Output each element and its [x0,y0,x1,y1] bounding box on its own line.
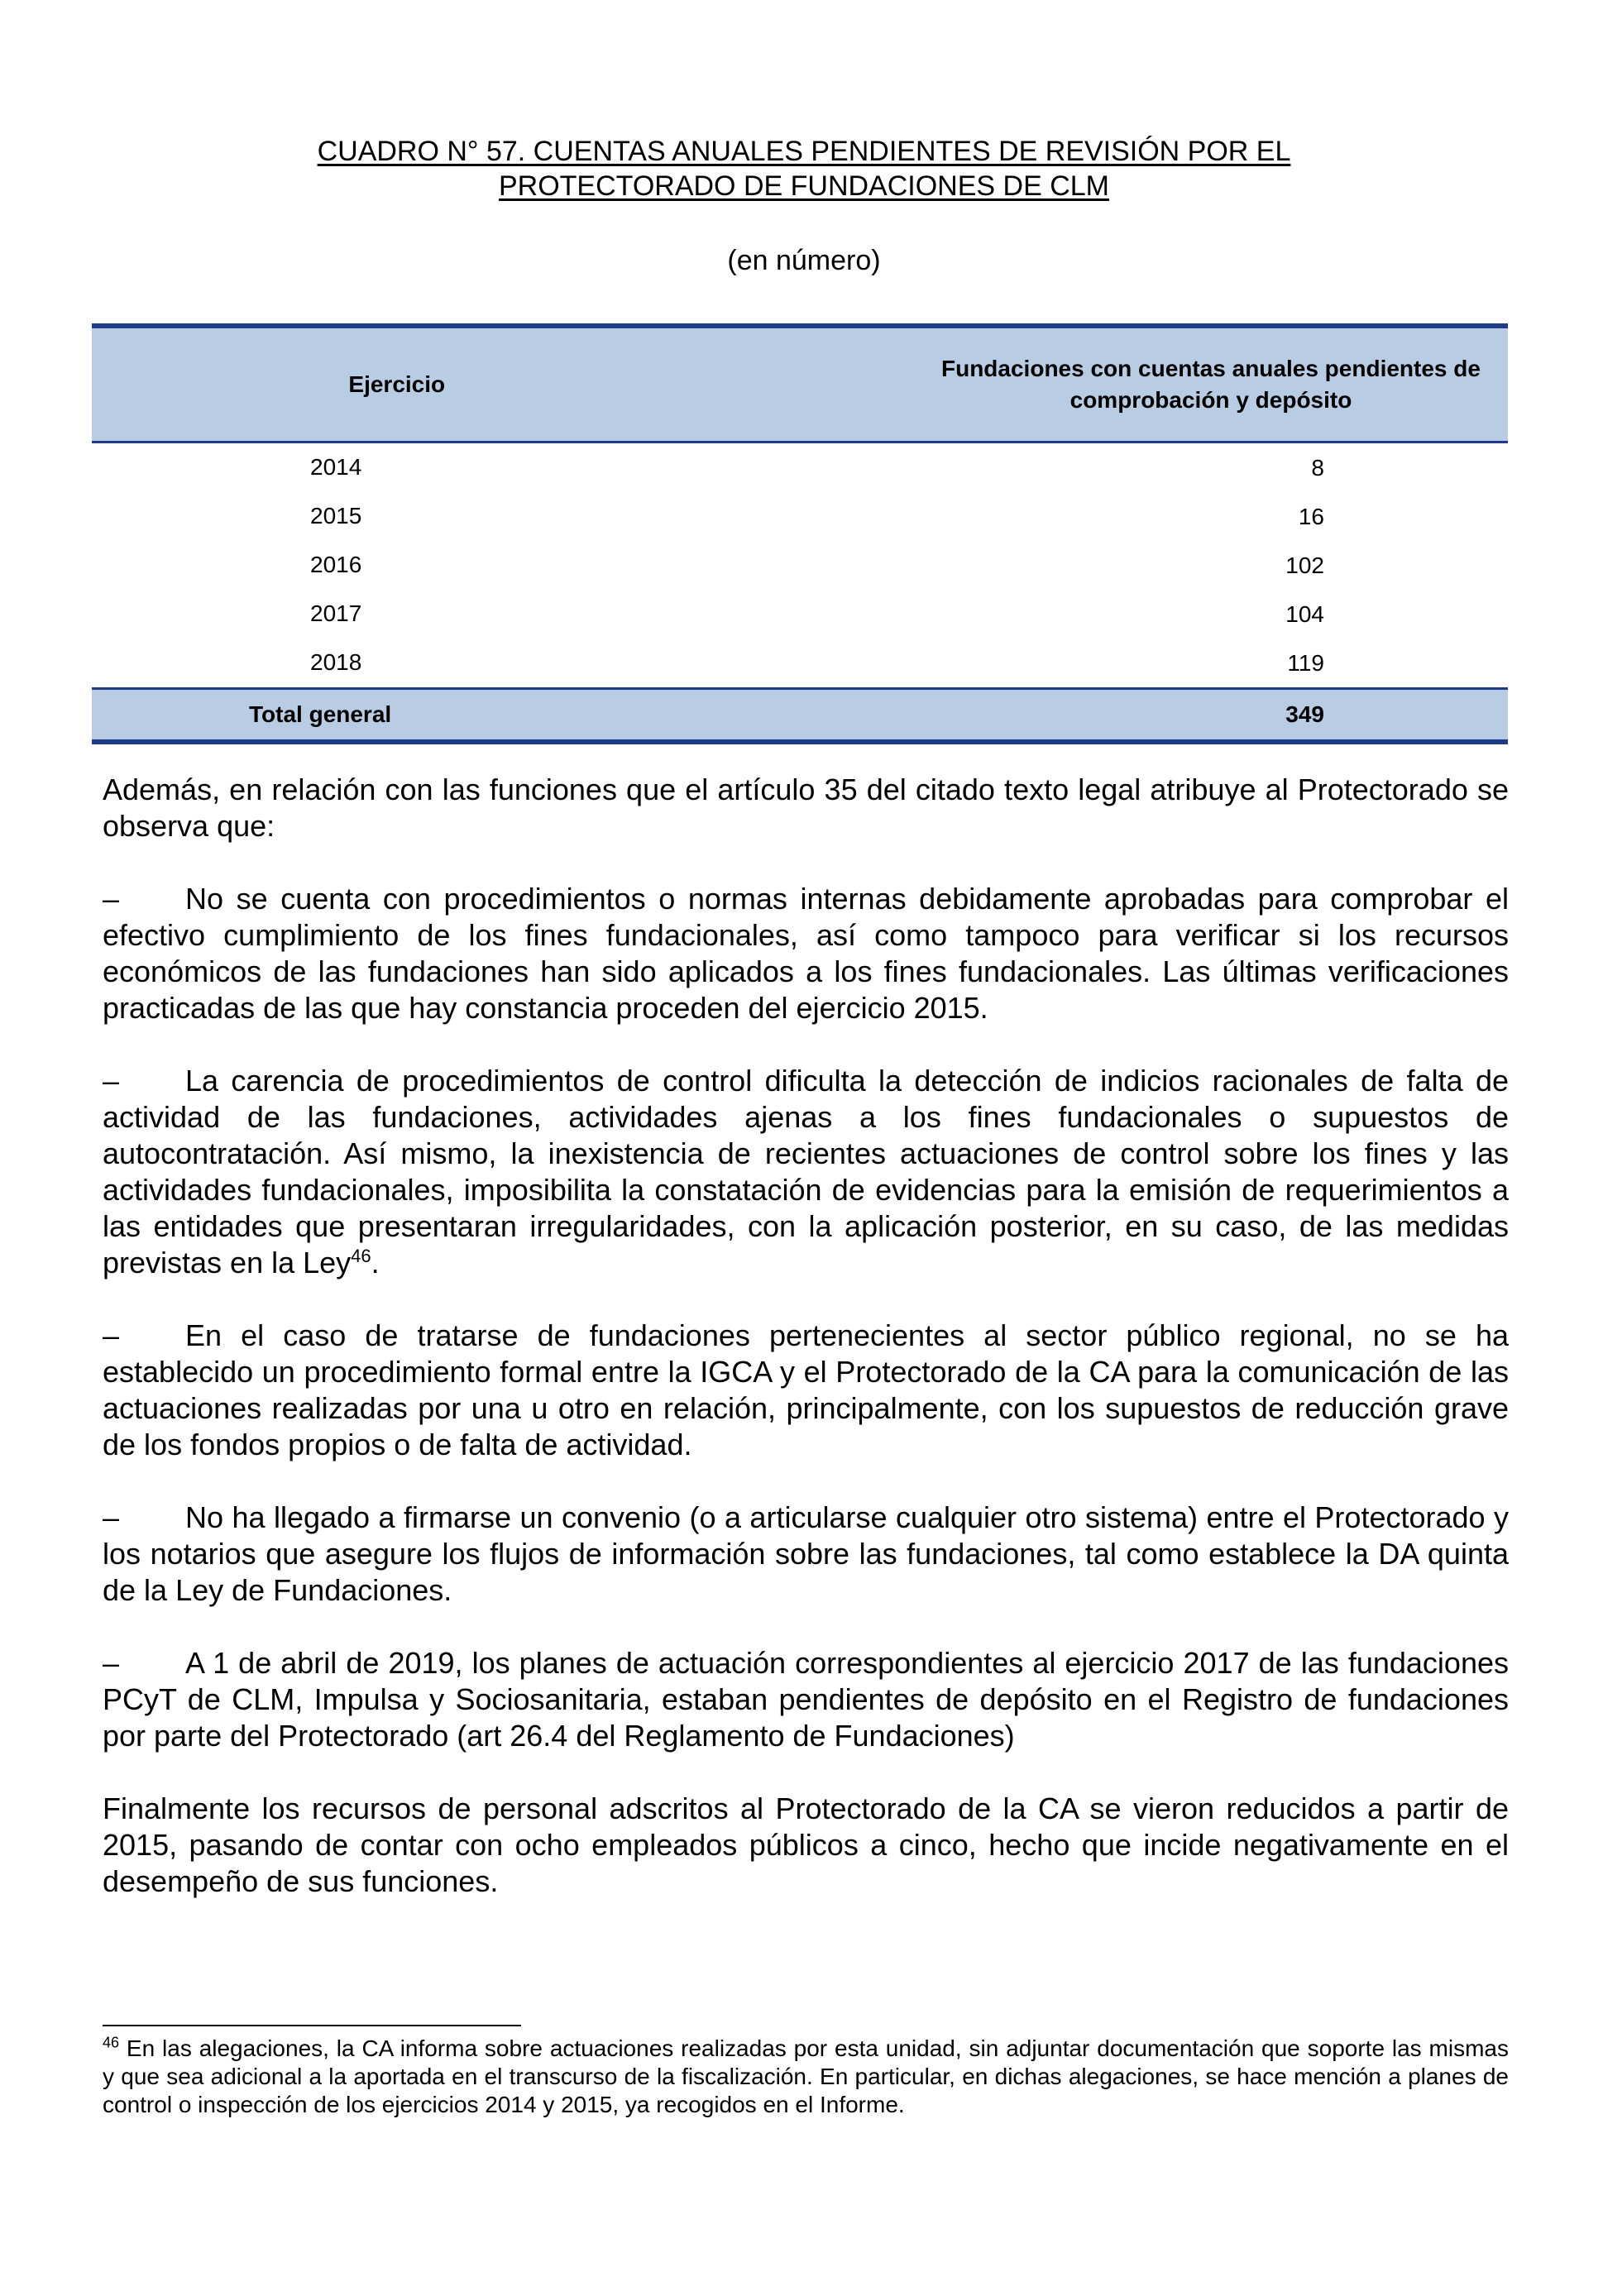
table-title-line2: PROTECTORADO DE FUNDACIONES DE CLM [498,170,1109,202]
accounts-table [92,323,1508,744]
footnote-number: 46 [103,2034,120,2051]
bullet-text: No se cuenta con procedimientos o normas internas debidamente aprobadas para comprobar el efectivo cumplimiento de los fines fundacionales, así como tampoco para verificar si los recursos económicos de las fundaciones han sido aplicados a los fines fundacionales. Las últimas verificaciones practicadas de las que hay constancia proceden del ejercicio 2015. [103,882,1509,1025]
dash-bullet: – [103,1318,120,1352]
row-year: 2014 [310,454,362,480]
table-title [99,134,1509,203]
bullet-paragraph: – La carencia de procedimientos de control dificulta la detección de indicios racionales de falta de actividad de las fundaciones, actividades ajenas a los fines fundacionales o supuestos de autocontratación. Así mismo, la inexistencia de recientes actuaciones de control sobre los fines y las actividades fundacionales, imposibilita la constatación de evidencias para la emisión de requerimientos a las entidades que presentaran irregularidades, con la aplicación posterior, en su caso, de las medidas previstas en la Ley$^{46}$. [103,1064,1509,1280]
bullet-text: La carencia de procedimientos de control dificulta la detección de indicios racionales de falta de actividad de las fundaciones, actividades ajenas a los fines fundacionales o supuestos de autocontratación. Así mismo, la inexistencia de recientes actuaciones de control sobre los fines y las actividades fundacionales, imposibilita la constatación de evidencias para la emisión de requerimientos a las entidades que presentaran irregularidades, con la aplicación posterior, en su caso, de las medidas previstas en la Ley [103,1064,1509,1280]
table-title-line1: CUADRO N° 57. CUENTAS ANUALES PENDIENTES DE REVISIÓN POR EL [317,136,1291,167]
total-value: 349 [702,689,1508,743]
table-row [92,492,1508,541]
row-value: 102 [1285,552,1324,578]
bullet-paragraph [103,881,1509,1026]
table-row [92,590,1508,639]
footnote [103,2035,1509,2119]
table-row [92,442,1508,493]
row-year: 2018 [310,649,362,675]
bullet-paragraph [103,1318,1509,1463]
header-ejercicio: Ejercicio [92,326,702,442]
total-label: Total general [92,689,702,743]
bullet-paragraph [103,1500,1509,1609]
table-row [92,639,1508,689]
row-value: 104 [1285,600,1324,627]
row-year: 2015 [310,503,362,529]
bullet-text: En el caso de tratarse de fundaciones pertenecientes al sector público regional, no se ha establecido un procedimiento formal entre la IGCA y el Protectorado de la CA para la comunicación de las actuaciones realizadas por una u otro en relación, principalmente, con los supuestos de reducción grave de los fondos propios o de falta de actividad. [103,1318,1509,1461]
closing-paragraph: Finalmente los recursos de personal adscritos al Protectorado de la CA se vieron reducidos a partir de 2015, pasando de contar con ocho empleados públicos a cinco, hecho que incide negativamente en el desempeño de sus funciones. [103,1791,1509,1898]
footnote-separator [103,2025,521,2026]
footnote-ref: 46 [351,1246,371,1266]
row-value: 16 [1298,503,1324,529]
dash-bullet: – [103,1500,120,1534]
row-year: 2017 [310,600,362,626]
row-year: 2016 [310,552,362,577]
table-header-row [92,326,1508,442]
total-row [92,689,1508,743]
header-spacer [702,326,914,442]
dash-bullet: – [103,882,120,916]
header-fundaciones: Fundaciones con cuentas anuales pendientes de comprobación y depósito [914,326,1508,442]
bullet-paragraph [103,1645,1509,1754]
bullet-text: A 1 de abril de 2019, los planes de actuación correspondientes al ejercicio 2017 de las fundaciones PCyT de CLM, Impulsa y Sociosanitaria, estaban pendientes de depósito en el Registro de fundaciones por parte del Protectorado (art 26.4 del Reglamento de Fundaciones) [103,1646,1509,1753]
row-value: 8 [1311,454,1324,481]
intro-paragraph: Además, en relación con las funciones que el artículo 35 del citado texto legal atribuye al Protectorado se observa que: [103,773,1509,843]
bullet-text: No ha llegado a firmarse un convenio (o a articularse cualquier otro sistema) entre el Protectorado y los notarios que asegure los flujos de información sobre las fundaciones, tal como establece la DA quinta de la Ley de Fundaciones. [103,1500,1509,1607]
row-value: 119 [1287,649,1324,676]
footnote-text: En las alegaciones, la CA informa sobre actuaciones realizadas por esta unidad, sin adjuntar documentación que soporte las mismas y que sea adicional a la aportada en el transcurso de la fiscalización. En particular, en dichas alegaciones, se hace mención a planes de control o inspección de los ejercicios 2014 y 2015, ya recogidos en el Informe. [103,2035,1509,2117]
dash-bullet: – [103,1064,120,1098]
table-row [92,541,1508,590]
table-subtitle: (en número) [727,245,881,276]
dash-bullet: – [103,1646,120,1680]
